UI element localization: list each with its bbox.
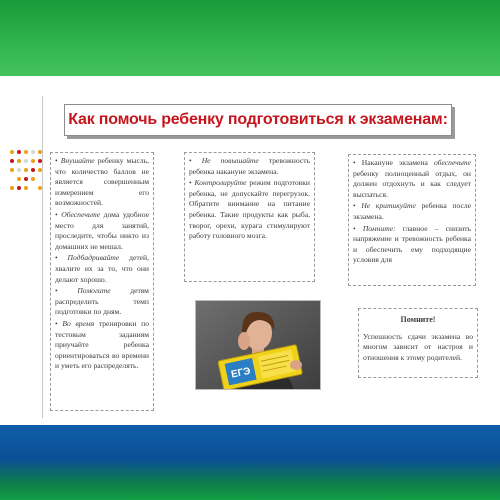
page-title: Как помочь ребенку подготовиться к экзаменам: (68, 111, 448, 128)
decorative-dot (31, 159, 35, 163)
vertical-divider-line (42, 96, 43, 418)
decorative-dot (24, 150, 28, 154)
decorative-dot (10, 150, 14, 154)
tip-item: • Накануне экзамена обеспечьте ребенку полноценный отдых, он должен отдохнуть и как следует выспаться. (353, 158, 472, 199)
tips-box-left (50, 152, 154, 411)
decorative-dot (17, 186, 21, 190)
remember-box (358, 308, 478, 378)
book-cover-text: ЕГЭ (230, 365, 252, 381)
tip-item: • Не критикуйте ребенка после экзамена. (353, 201, 471, 221)
decorative-dot (24, 177, 28, 181)
decorative-dot (24, 168, 28, 172)
tip-item: • Во время тренировки по тестовым заданиям приучайте ребенка ориентироваться во времени и уметь его распределять. (55, 318, 149, 371)
decorative-dot (17, 150, 21, 154)
title-box (64, 104, 452, 136)
tip-item: • Помогите детям распределить темп подготовки по дням. (55, 286, 149, 317)
top-green-band (0, 0, 500, 76)
decorative-dot (31, 150, 35, 154)
decorative-dots (10, 150, 44, 196)
decorative-dot (31, 168, 35, 172)
tip-item: • Не повышайте тревожность ребенка накануне экзамена. (189, 156, 310, 176)
student-photo-illustration (196, 301, 320, 389)
remember-text: Успешность сдачи экзамена во многом зависит от настроя и отношения к этому родителей. (363, 331, 473, 362)
decorative-dot (24, 159, 28, 163)
remember-heading: Помните! (400, 315, 436, 324)
decorative-dot (24, 186, 28, 190)
bottom-blue-band (0, 425, 500, 500)
decorative-dot (31, 177, 35, 181)
tip-item: • Контролируйте режим подготовки ребенка, не допускайте перегрузок. Обратите внимание на питание ребенка. Такие продукты как рыба, творог, орехи, курага стимулируют работу головного мозга. (189, 178, 310, 241)
tips-box-right (348, 154, 476, 286)
tip-item: • Помните: главное – снизить напряжение и тревожность ребенка и обеспечить ему подходящие условия для (353, 223, 471, 265)
tips-box-middle (184, 152, 315, 282)
decorative-dot (10, 159, 14, 163)
decorative-dot (17, 177, 21, 181)
student-reading-photo (195, 300, 321, 390)
tip-item: • Обеспечьте дома удобное место для занятий, проследите, чтобы никто из домашних не мешал. (55, 209, 149, 251)
decorative-dot (10, 168, 14, 172)
tip-item: • Подбадривайте детей, хвалите их за то, что они делают хорошо. (55, 253, 149, 284)
decorative-dot (17, 159, 21, 163)
tip-item: • Внушайте ребенку мысль, что количество баллов не является совершенным измерением его возможностей. (55, 156, 149, 208)
decorative-dot (10, 186, 14, 190)
decorative-dot (17, 168, 21, 172)
